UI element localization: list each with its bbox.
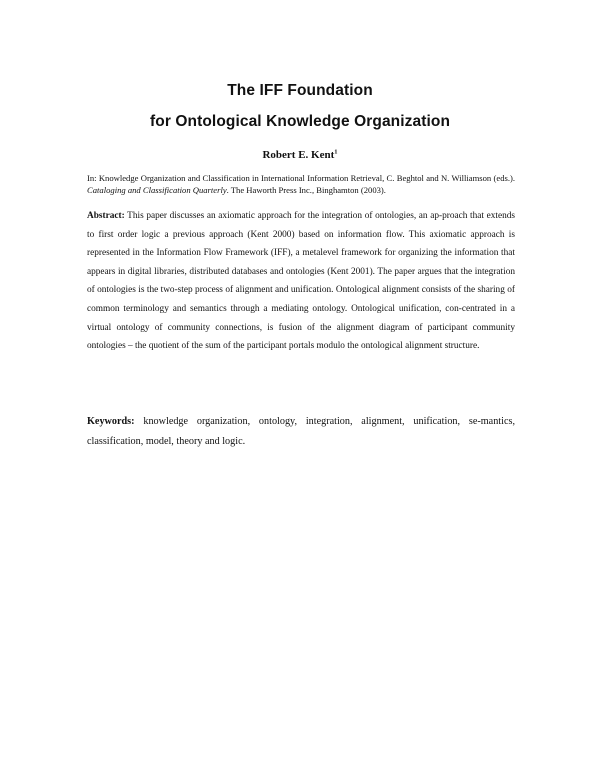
- citation-block: [87, 173, 515, 196]
- author-name: Robert E. Kent: [262, 149, 335, 161]
- citation-prefix: In: Knowledge Organization and Classification in International Information Retrieval, C. Beghtol and N. Williamson (eds.).: [87, 173, 515, 183]
- paper-title-line-1: The IFF Foundation: [227, 82, 373, 99]
- author-line: [0, 149, 600, 161]
- paper-title-line-2: for Ontological Knowledge Organization: [149, 113, 451, 130]
- keywords-text: knowledge organization, ontology, integration, alignment, unification, se-mantics, classification, model, theory and logic.: [87, 416, 515, 447]
- citation-suffix: . The Haworth Press Inc., Binghamton (2003).: [226, 184, 386, 195]
- abstract-paragraph: [87, 207, 515, 356]
- abstract-label: Abstract:: [87, 211, 125, 221]
- author-footnote-mark: 1: [334, 148, 338, 156]
- citation-journal: Cataloging and Classification Quarterly: [87, 184, 227, 195]
- abstract-text: This paper discusses an axiomatic approach for the integration of ontologies, an ap-proach that extends to first order logic a previous approach (Kent 2000) based on information flow. This axiomatic approach is represented in the Information Flow Framework (IFF), a metalevel framework for organizing the information that appears in digital libraries, distributed databases and ontologies (Kent 2001). The paper argues that the integration of ontologies is the two-step process of alignment and unification. Ontological alignment consists of the sharing of common terminology and semantics through a mediating ontology. Ontological unification, con-centrated in a virtual ontology of community connections, is fusion of the alignment diagram of participant community ontologies – the quotient of the sum of the participant portals modulo the ontological alignment structure.: [87, 211, 515, 352]
- keywords-paragraph: [87, 412, 515, 452]
- keywords-label: Keywords:: [87, 416, 135, 427]
